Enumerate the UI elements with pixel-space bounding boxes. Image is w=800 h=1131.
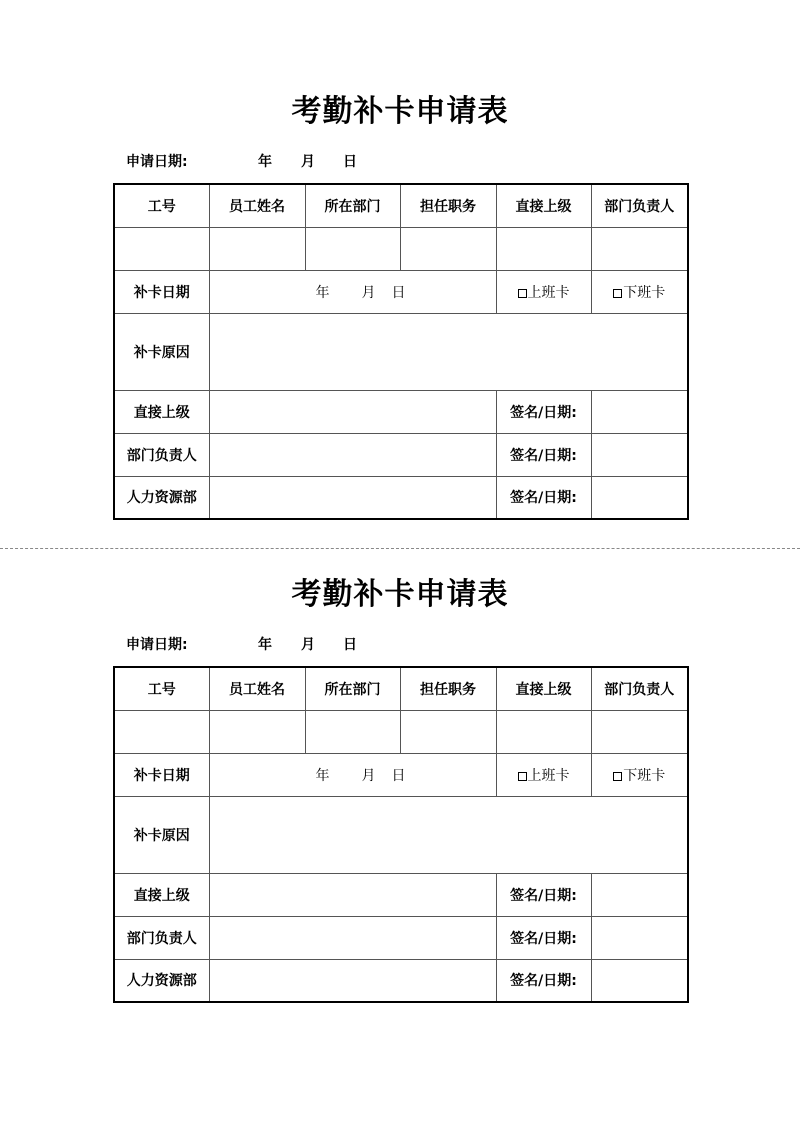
- input-row: [114, 710, 688, 753]
- apply-date-day: 日: [343, 637, 357, 653]
- apply-date-label: 申请日期:: [126, 154, 188, 170]
- approval-row: [114, 916, 688, 959]
- header-row: [114, 184, 688, 227]
- approval-role: 直接上级: [114, 390, 209, 433]
- makeup-date-year: 年: [315, 284, 330, 301]
- employee-id-field[interactable]: [114, 227, 209, 270]
- makeup-date-month: 月: [361, 284, 376, 301]
- header-position: 担任职务: [400, 667, 496, 710]
- checkout-label: 下班卡: [623, 284, 666, 301]
- apply-date-year: 年: [258, 637, 272, 653]
- dept-head-field[interactable]: [591, 227, 688, 270]
- supervisor-field[interactable]: [496, 710, 591, 753]
- apply-date-month: 月: [301, 637, 315, 653]
- sign-date-label: 签名/日期:: [496, 959, 591, 1002]
- makeup-date-day: 日: [391, 284, 406, 301]
- sign-date-field[interactable]: [591, 916, 688, 959]
- header-department: 所在部门: [305, 184, 400, 227]
- form-title: 考勤补卡申请表: [291, 94, 509, 129]
- checkin-label: 上班卡: [527, 284, 570, 301]
- dept-head-field[interactable]: [591, 710, 688, 753]
- approval-role: 人力资源部: [114, 959, 209, 1002]
- reason-field[interactable]: [209, 313, 688, 390]
- reason-label: 补卡原因: [114, 796, 209, 873]
- header-dept-head: 部门负责人: [591, 667, 688, 710]
- sign-date-label: 签名/日期:: [496, 476, 591, 519]
- form-table: [113, 183, 689, 520]
- position-field[interactable]: [400, 227, 496, 270]
- employee-name-field[interactable]: [209, 710, 305, 753]
- sign-date-label: 签名/日期:: [496, 916, 591, 959]
- apply-date-day: 日: [343, 154, 357, 170]
- input-row: [114, 227, 688, 270]
- checkin-checkbox[interactable]: [518, 772, 527, 781]
- checkin-label: 上班卡: [527, 767, 570, 784]
- header-supervisor: 直接上级: [496, 184, 591, 227]
- header-employee-id: 工号: [114, 184, 209, 227]
- position-field[interactable]: [400, 710, 496, 753]
- header-employee-id: 工号: [114, 667, 209, 710]
- apply-date-year: 年: [258, 154, 272, 170]
- sign-date-field[interactable]: [591, 959, 688, 1002]
- approval-comment-field[interactable]: [209, 433, 496, 476]
- approval-comment-field[interactable]: [209, 916, 496, 959]
- makeup-date-label: 补卡日期: [114, 270, 209, 313]
- makeup-date-month: 月: [361, 767, 376, 784]
- approval-comment-field[interactable]: [209, 959, 496, 1002]
- form-title: 考勤补卡申请表: [291, 577, 509, 612]
- approval-row: [114, 433, 688, 476]
- department-field[interactable]: [305, 710, 400, 753]
- makeup-date-row: [114, 270, 688, 313]
- apply-date-line: [126, 635, 357, 655]
- approval-row: [114, 873, 688, 916]
- sign-date-field[interactable]: [591, 433, 688, 476]
- approval-comment-field[interactable]: [209, 873, 496, 916]
- reason-row: [114, 796, 688, 873]
- department-field[interactable]: [305, 227, 400, 270]
- checkin-checkbox[interactable]: [518, 289, 527, 298]
- approval-row: [114, 476, 688, 519]
- approval-comment-field[interactable]: [209, 476, 496, 519]
- apply-date-label: 申请日期:: [126, 637, 188, 653]
- reason-row: [114, 313, 688, 390]
- sign-date-field[interactable]: [591, 873, 688, 916]
- header-position: 担任职务: [400, 184, 496, 227]
- cut-line-divider: [0, 548, 800, 549]
- employee-id-field[interactable]: [114, 710, 209, 753]
- header-supervisor: 直接上级: [496, 667, 591, 710]
- makeup-date-field[interactable]: [209, 270, 496, 313]
- approval-row: [114, 959, 688, 1002]
- sign-date-field[interactable]: [591, 390, 688, 433]
- sign-date-field[interactable]: [591, 476, 688, 519]
- approval-role: 部门负责人: [114, 433, 209, 476]
- makeup-date-year: 年: [315, 767, 330, 784]
- apply-date-month: 月: [301, 154, 315, 170]
- header-row: [114, 667, 688, 710]
- sign-date-label: 签名/日期:: [496, 433, 591, 476]
- supervisor-field[interactable]: [496, 227, 591, 270]
- reason-label: 补卡原因: [114, 313, 209, 390]
- sign-date-label: 签名/日期:: [496, 390, 591, 433]
- checkout-label: 下班卡: [623, 767, 666, 784]
- checkout-checkbox[interactable]: [613, 772, 622, 781]
- approval-role: 部门负责人: [114, 916, 209, 959]
- header-employee-name: 员工姓名: [209, 667, 305, 710]
- reason-field[interactable]: [209, 796, 688, 873]
- makeup-date-day: 日: [391, 767, 406, 784]
- sign-date-label: 签名/日期:: [496, 873, 591, 916]
- makeup-date-row: [114, 753, 688, 796]
- checkin-option[interactable]: [496, 753, 591, 796]
- checkout-option[interactable]: [591, 270, 688, 313]
- makeup-date-label: 补卡日期: [114, 753, 209, 796]
- header-dept-head: 部门负责人: [591, 184, 688, 227]
- checkout-option[interactable]: [591, 753, 688, 796]
- checkin-option[interactable]: [496, 270, 591, 313]
- checkout-checkbox[interactable]: [613, 289, 622, 298]
- approval-row: [114, 390, 688, 433]
- apply-date-line: [126, 152, 357, 172]
- header-employee-name: 员工姓名: [209, 184, 305, 227]
- approval-role: 直接上级: [114, 873, 209, 916]
- header-department: 所在部门: [305, 667, 400, 710]
- makeup-date-field[interactable]: [209, 753, 496, 796]
- approval-comment-field[interactable]: [209, 390, 496, 433]
- employee-name-field[interactable]: [209, 227, 305, 270]
- approval-role: 人力资源部: [114, 476, 209, 519]
- form-table: [113, 666, 689, 1003]
